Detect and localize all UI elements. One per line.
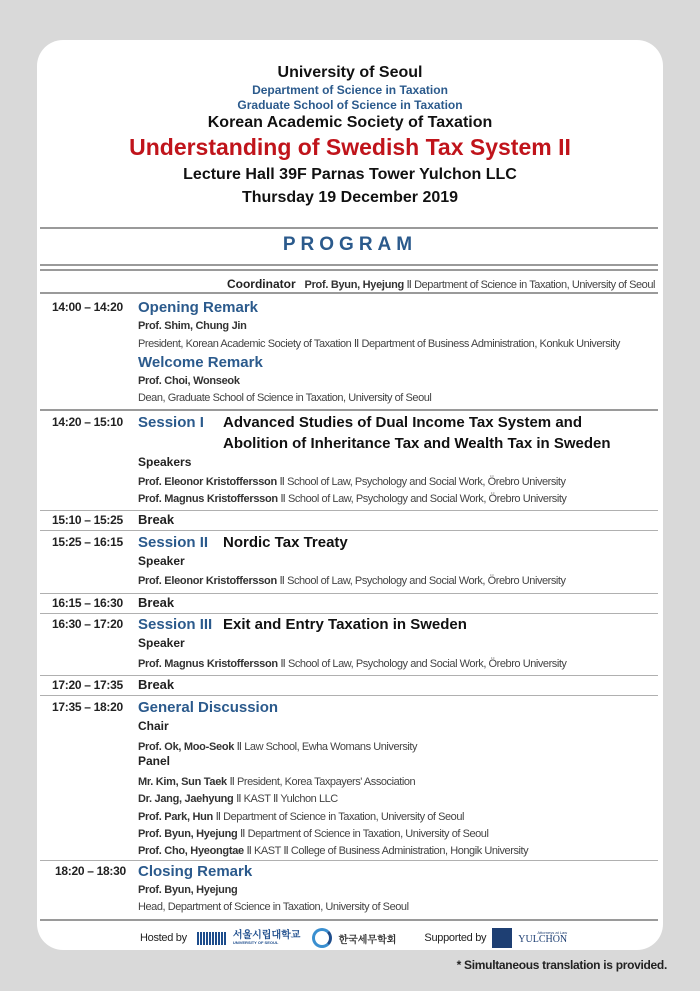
- society: Korean Academic Society of Taxation: [207, 114, 493, 131]
- sponsors: Hosted by 서울시립대학교 UNIVERSITY OF SEOUL 한국세무학회 Supported by Attorneys at Law YULCHON: [140, 926, 567, 950]
- university-name: University of Seoul: [277, 64, 423, 81]
- translation-note: * Simultaneous translation is provided.: [456, 958, 667, 972]
- program-row-session-2: 15:25 – 16:15 Session II Nordic Tax Treaty Speaker Prof. Eleonor Kristoffersson Ⅱ School of Law, Psychology and Social Work, Örebro University: [52, 534, 566, 587]
- coordinator-line: Coordinator Prof. Byun, Hyejung Ⅱ Department of Science in Taxation, University of Seoul: [226, 277, 655, 291]
- kast-logo-icon: [312, 928, 332, 948]
- program-row-session-3: 16:30 – 17:20 Session III Exit and Entry Taxation in Sweden Speaker Prof. Magnus Kristoffersson Ⅱ School of Law, Psychology and Social Work, Örebro University: [52, 616, 567, 670]
- yulchon-logo-icon: [492, 928, 512, 948]
- divider: [40, 227, 658, 229]
- program-row-session-1: 14:20 – 15:10 Session I Advanced Studies of Dual Income Tax System and Abolition of Inheritance Tax and Wealth Tax in Sweden Speakers Prof. Eleonor Kristoffersson Ⅱ School of Law, Psychology and Social Work, Örebro University Prof. Magnus Kristoffersson Ⅱ School of Law, Psychology and Social Work, Örebro University: [52, 414, 611, 505]
- department: Department of Science in Taxation: [252, 83, 448, 97]
- divider: [40, 264, 658, 266]
- divider: [40, 919, 658, 921]
- event-title: Understanding of Swedish Tax System II: [129, 134, 571, 160]
- program-row-discussion: 17:35 – 18:20 General Discussion Chair Prof. Ok, Moo-Seok Ⅱ Law School, Ewha Womans University Panel Mr. Kim, Sun Taek Ⅱ President, Korea Taxpayers' Association Dr. Jang, Jaehyung Ⅱ KAST Ⅱ Yulchon LLC Prof. Park, Hun Ⅱ Department of Science in Taxation, University of Seoul Prof. Byun, Hyejung Ⅱ Department of Science in Taxation, University of Seoul Prof. Cho, Hyeongtae Ⅱ KAST Ⅱ College of Business Administration, Hongik University: [52, 699, 529, 857]
- uos-logo-icon: [197, 932, 227, 945]
- panelist: Prof. Byun, Hyejung Ⅱ Department of Science in Taxation, University of Seoul: [138, 828, 489, 840]
- panelist: Dr. Jang, Jaehyung Ⅱ KAST Ⅱ Yulchon LLC: [138, 793, 338, 805]
- program-row-break: 15:10 – 15:25 Break: [52, 512, 175, 527]
- event-date: Thursday 19 December 2019: [241, 189, 459, 206]
- panelist: Mr. Kim, Sun Taek Ⅱ President, Korea Taxpayers' Association: [138, 776, 416, 788]
- program-row-break: 17:20 – 17:35 Break: [52, 677, 175, 692]
- uos-logo: 서울시립대학교 UNIVERSITY OF SEOUL: [232, 930, 301, 945]
- program-heading: PROGRAM: [282, 234, 418, 255]
- program-row-closing: 18:20 – 18:30 Closing Remark Prof. Byun, Hyejung Head, Department of Science in Taxation, University of Seoul: [55, 863, 409, 913]
- panelist: Prof. Cho, Hyeongtae Ⅱ KAST Ⅱ College of Business Administration, Hongik University: [138, 845, 529, 857]
- yulchon-logo: Attorneys at Law YULCHON: [518, 930, 568, 945]
- venue: Lecture Hall 39F Parnas Tower Yulchon LLC: [183, 166, 517, 183]
- divider: [40, 269, 658, 271]
- program-row-opening: 14:00 – 14:20 Opening Remark Prof. Shim, Chung Jin President, Korean Academic Society of Taxation Ⅱ Department of Business Administration, Konkuk University Welcome Remark Prof. Choi, Wonseok Dean, Graduate School of Science in Taxation, University of Seoul: [52, 299, 620, 404]
- graduate-school: Graduate School of Science in Taxation: [237, 98, 463, 112]
- panelist: Prof. Park, Hun Ⅱ Department of Science in Taxation, University of Seoul: [138, 811, 465, 823]
- program-row-break: 16:15 – 16:30 Break: [52, 595, 175, 610]
